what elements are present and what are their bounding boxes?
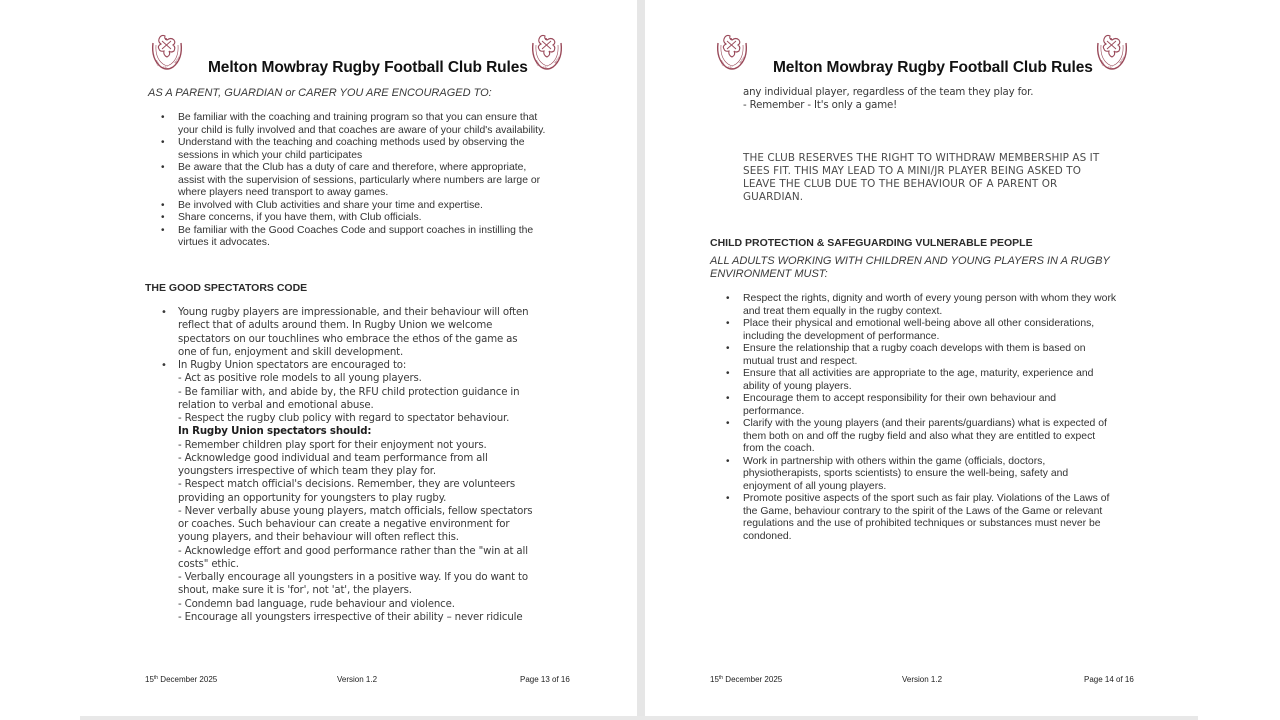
list-item	[161, 162, 588, 200]
bullet-icon: •	[726, 343, 730, 354]
membership-withdrawal-notice	[743, 152, 1099, 204]
text-line: - Be familiar with, and abide by, the RFU child protection guidance in	[178, 386, 520, 398]
bullet-icon: •	[161, 162, 165, 173]
text-line: where players need transport to away games.	[178, 187, 389, 198]
text-line: sessions in which your child participates	[178, 149, 363, 161]
list-item	[161, 212, 588, 225]
text-line: Respect the rights, dignity and worth of every young person with whom they work	[743, 293, 1117, 304]
text-line: or coaches. Such behaviour can create a negative environment for	[178, 519, 510, 530]
crest-icon	[147, 31, 187, 73]
footer-date-day: 15	[710, 675, 719, 684]
bullet-icon: •	[161, 199, 165, 211]
list-item	[726, 318, 1163, 343]
parent-intro-heading: AS A PARENT, GUARDIAN or CARER YOU ARE ENCOURAGED TO:	[148, 87, 492, 99]
list-item	[726, 455, 1163, 494]
page-divider	[637, 0, 645, 720]
text-line: - Acknowledge effort and good performance rather than the "win at all	[178, 545, 528, 557]
list-item	[161, 306, 598, 359]
club-crest-logo-right	[1092, 31, 1132, 73]
text-line: them both on and off the rugby field and also what they are entitled to expect	[743, 430, 1096, 442]
text-line: youngsters irrespective of which team they play for.	[178, 466, 436, 477]
crest-icon	[527, 31, 567, 73]
text-line: assist with the supervision of sessions, particularly where numbers are large or	[178, 174, 541, 186]
text-line: Clarify with the young players (and their parents/guardians) what is expected of	[743, 418, 1107, 429]
text-line: Encourage them to accept responsibility for their own behaviour and	[743, 393, 1057, 404]
list-item	[161, 224, 588, 250]
text-line: Be familiar with the coaching and training program so that you can ensure that	[178, 112, 538, 123]
text-line: THE CLUB RESERVES THE RIGHT TO WITHDRAW MEMBERSHIP AS IT	[743, 152, 1100, 164]
bullet-icon: •	[726, 418, 730, 429]
footer-page-number: Page 13 of 16	[520, 675, 570, 684]
spectators-should-subheading: In Rugby Union spectators should:	[178, 426, 372, 438]
club-crest-logo-right	[527, 31, 567, 73]
text-line: - Respect the rugby club policy with regard to spectator behaviour.	[178, 413, 510, 424]
text-line: Be aware that the Club has a duty of care and therefore, where appropriate,	[178, 162, 527, 173]
text-line: ALL ADULTS WORKING WITH CHILDREN AND YOUNG PLAYERS IN A RUGBY	[710, 255, 1110, 267]
text-line: - Act as positive role models to all young players.	[178, 373, 422, 385]
text-line: the Game, behaviour contrary to the spirit of the Laws of the Game or relevant	[743, 505, 1103, 517]
footer-date-suffix: th	[718, 675, 724, 681]
text-line: - Never verbally abuse young players, match officials, fellow spectators	[178, 505, 533, 517]
text-line: Young rugby players are impressionable, and their behaviour will often	[178, 307, 529, 318]
text-line: - Encourage all youngsters irrespective of their ability – never ridicule	[178, 611, 523, 623]
text-line: providing an opportunity for youngsters to play rugby.	[178, 492, 447, 504]
crest-icon	[1092, 31, 1132, 73]
footer-date-rest: December 2025	[158, 675, 218, 684]
spectators-code-continuation	[743, 86, 1033, 113]
bullet-icon: •	[726, 393, 730, 404]
text-line: condoned.	[743, 530, 792, 542]
list-item	[161, 112, 588, 137]
list-item	[161, 137, 588, 162]
bullet-icon: •	[161, 307, 167, 318]
text-line: Be familiar with the Good Coaches Code and support coaches in instilling the	[178, 224, 534, 236]
text-line: Ensure the relationship that a rugby coach develops with them is based on	[743, 343, 1086, 354]
page-14	[645, 0, 1280, 716]
text-line: Understand with the teaching and coaching methods used by observing the	[178, 137, 525, 148]
list-item	[161, 359, 598, 624]
footer-date-rest: December 2025	[723, 675, 783, 684]
page-13	[0, 0, 637, 716]
footer-date-suffix: th	[153, 675, 159, 681]
club-crest-logo-left	[147, 31, 187, 73]
text-line: virtues it advocates.	[178, 237, 270, 248]
text-line: SEES FIT. THIS MAY LEAD TO A MINI/JR PLAYER BEING ASKED TO	[743, 165, 1082, 177]
spectators-code-list	[161, 306, 598, 624]
text-line: ability of young players.	[743, 380, 852, 392]
bullet-icon: •	[161, 112, 165, 123]
club-crest-logo-left	[712, 31, 752, 73]
bullet-icon: •	[161, 212, 165, 223]
bottom-scroll-edge	[80, 716, 1198, 720]
text-line: Ensure that all activities are appropriate to the age, maturity, experience and	[743, 368, 1094, 379]
text-line: In Rugby Union spectators are encouraged to:	[178, 360, 407, 371]
text-line: - Acknowledge good individual and team performance from all	[178, 452, 488, 464]
text-line: - Verbally encourage all youngsters in a positive way. If you do want to	[178, 572, 528, 583]
text-line: Share concerns, if you have them, with Club officials.	[178, 212, 422, 223]
footer-version: Version 1.2	[337, 675, 378, 684]
text-line: any individual player, regardless of the team they play for.	[743, 87, 1034, 98]
bullet-icon: •	[161, 137, 165, 148]
spectators-code-heading: THE GOOD SPECTATORS CODE	[145, 282, 308, 294]
text-line: relation to verbal and emotional abuse.	[178, 399, 374, 411]
document-title: Melton Mowbray Rugby Football Club Rules	[773, 59, 1093, 76]
text-line: Be involved with Club activities and share your time and expertise.	[178, 199, 483, 211]
text-line: - Remember children play sport for their enjoyment not yours.	[178, 439, 487, 451]
bullet-icon: •	[161, 360, 167, 371]
parent-guidelines-list	[161, 112, 588, 250]
text-line: - Remember - It's only a game!	[743, 100, 898, 112]
text-line: young players, and their behaviour will often reflect this.	[178, 532, 459, 544]
text-line: ENVIRONMENT MUST:	[710, 267, 828, 280]
bullet-icon: •	[726, 293, 730, 304]
child-protection-intro	[710, 255, 1110, 280]
bullet-icon: •	[161, 224, 165, 236]
text-line: - Condemn bad language, rude behaviour and violence.	[178, 598, 455, 610]
document-title: Melton Mowbray Rugby Football Club Rules	[208, 59, 528, 76]
text-line: and treat them equally in the rugby context.	[743, 305, 943, 317]
footer-date-day: 15	[145, 675, 154, 684]
list-item	[726, 393, 1163, 418]
list-item	[726, 493, 1163, 543]
text-line: one of fun, enjoyment and skill development.	[178, 346, 404, 358]
footer-version: Version 1.2	[902, 675, 943, 684]
text-line: mutual trust and respect.	[743, 355, 858, 367]
text-line: including the development of performance.	[743, 330, 940, 342]
list-item	[726, 343, 1163, 368]
text-line: enjoyment of all young players.	[743, 480, 887, 492]
bullet-icon: •	[726, 455, 730, 467]
text-line: costs" ethic.	[178, 558, 239, 570]
text-line: Place their physical and emotional well-being above all other considerations,	[743, 318, 1095, 329]
text-line: spectators on our touchlines who embrace the ethos of the game as	[178, 333, 518, 345]
crest-icon	[712, 31, 752, 73]
text-line: - Respect match official's decisions. Remember, they are volunteers	[178, 479, 516, 491]
text-line: Work in partnership with others within the game (officials, doctors,	[743, 455, 1046, 467]
text-line: performance.	[743, 405, 805, 417]
bullet-icon: •	[726, 493, 730, 504]
text-line: physiotherapists, sports scientists) to ensure the well-being, safety and	[743, 468, 1069, 479]
text-line: reflect that of adults around them. In Rugby Union we welcome	[178, 320, 493, 332]
text-line: shout, make sure it is 'for', not 'at', the players.	[178, 585, 412, 597]
child-protection-heading: CHILD PROTECTION & SAFEGUARDING VULNERABLE PEOPLE	[710, 237, 1033, 249]
text-line: regulations and the use of prohibited techniques or substances must never be	[743, 518, 1101, 529]
bullet-icon: •	[726, 368, 730, 379]
text-line: your child is fully involved and that coaches are aware of your child's availability.	[178, 124, 546, 136]
text-line: from the coach.	[743, 443, 815, 454]
list-item	[726, 368, 1163, 393]
bullet-icon: •	[726, 318, 730, 329]
text-line: Promote positive aspects of the sport such as fair play. Violations of the Laws of	[743, 493, 1110, 504]
footer-date	[710, 675, 782, 684]
footer-page-number: Page 14 of 16	[1084, 675, 1134, 684]
list-item	[161, 199, 588, 213]
text-line: LEAVE THE CLUB DUE TO THE BEHAVIOUR OF A PARENT OR	[743, 178, 1058, 190]
footer-date	[145, 675, 217, 684]
child-protection-list	[726, 293, 1163, 543]
list-item	[726, 418, 1163, 456]
text-line: GUARDIAN.	[743, 191, 804, 203]
list-item	[726, 293, 1163, 318]
